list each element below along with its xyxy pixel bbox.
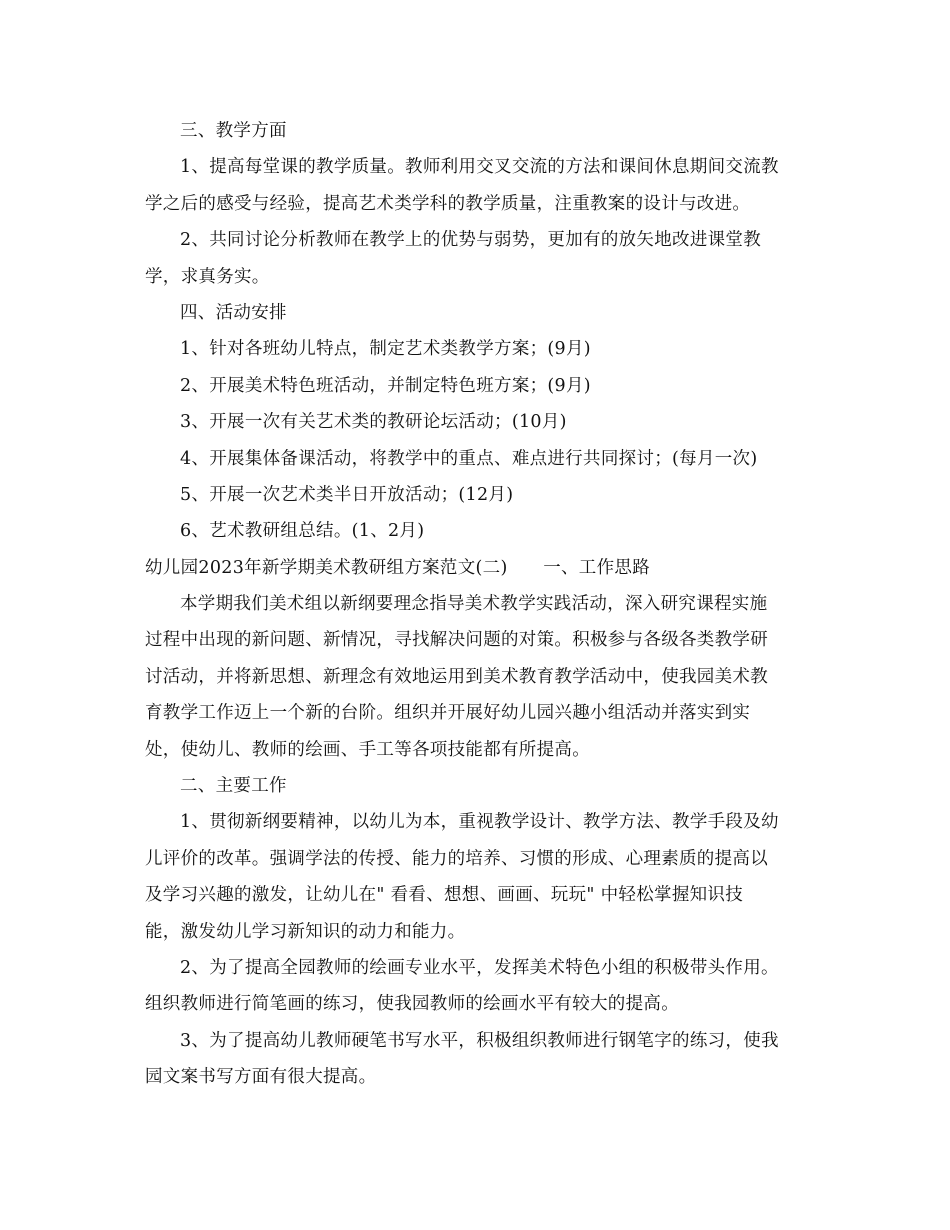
paragraph-line: 学之后的感受与经验，提高艺术类学科的教学质量，注重教案的设计与改进。 — [145, 193, 751, 214]
activity-item: 1、针对各班幼儿特点，制定艺术类教学方案；(9月) — [180, 339, 591, 360]
section-heading-teaching: 三、教学方面 — [180, 121, 287, 141]
paragraph-line: 2、为了提高全园教师的绘画专业水平，发挥美术特色小组的积极带头作用。 — [180, 957, 779, 978]
activity-item: 3、开展一次有关艺术类的教研论坛活动；(10月) — [180, 412, 567, 433]
activity-item: 6、艺术教研组总结。(1、2月) — [180, 521, 425, 542]
paragraph-line: 及学习兴趣的激发，让幼儿在" 看看、想想、画画、玩玩" 中轻松掌握知识技 — [145, 885, 744, 906]
activity-item: 2、开展美术特色班活动，并制定特色班方案；(9月) — [180, 375, 591, 396]
document-body — [145, 113, 810, 1096]
paragraph-line: 园文案书写方面有很大提高。 — [145, 1067, 377, 1088]
paragraph-line: 本学期我们美术组以新纲要理念指导美术教学实践活动，深入研究课程实施 — [180, 594, 768, 615]
paragraph-line: 育教学工作迈上一个新的台阶。组织并开展好幼儿园兴趣小组活动并落实到实 — [145, 703, 751, 724]
paragraph-line: 2、共同讨论分析教师在教学上的优势与弱势，更加有的放矢地改进课堂教 — [180, 230, 762, 251]
paragraph-line: 处，使幼儿、教师的绘画、手工等各项技能都有所提高。 — [145, 739, 590, 760]
activity-item: 4、开展集体备课活动，将教学中的重点、难点进行共同探讨；(每月一次) — [180, 448, 758, 469]
paragraph-line: 组织教师进行简笔画的练习，使我园教师的绘画水平有较大的提高。 — [145, 994, 679, 1015]
section-heading-activities: 四、活动安排 — [180, 302, 287, 323]
paragraph-line: 学，求真务实。 — [145, 266, 270, 287]
paragraph-line: 1、提高每堂课的教学质量。教师利用交叉交流的方法和课间休息期间交流教 — [180, 157, 779, 178]
paragraph-line: 过程中出现的新问题、新情况，寻找解决问题的对策。积极参与各级各类教学研 — [145, 630, 768, 651]
section-heading-main-work: 二、主要工作 — [180, 776, 287, 797]
activity-item: 5、开展一次艺术类半日开放活动；(12月) — [180, 484, 514, 505]
paragraph-line: 讨活动，并将新思想、新理念有效地运用到美术教育教学活动中，使我园美术教 — [145, 666, 768, 687]
document-title-line: 幼儿园2023年新学期美术教研组方案范文(二) 一、工作思路 — [145, 557, 650, 578]
paragraph-line: 1、贯彻新纲要精神，以幼儿为本，重视教学设计、教学方法、教学手段及幼 — [180, 812, 779, 833]
paragraph-line: 儿评价的改革。强调学法的传授、能力的培养、习惯的形成、心理素质的提高以 — [145, 848, 768, 869]
paragraph-line: 3、为了提高幼儿教师硬笔书写水平，积极组织教师进行钢笔字的练习，使我 — [180, 1030, 779, 1051]
paragraph-line: 能，激发幼儿学习新知识的动力和能力。 — [145, 921, 466, 942]
